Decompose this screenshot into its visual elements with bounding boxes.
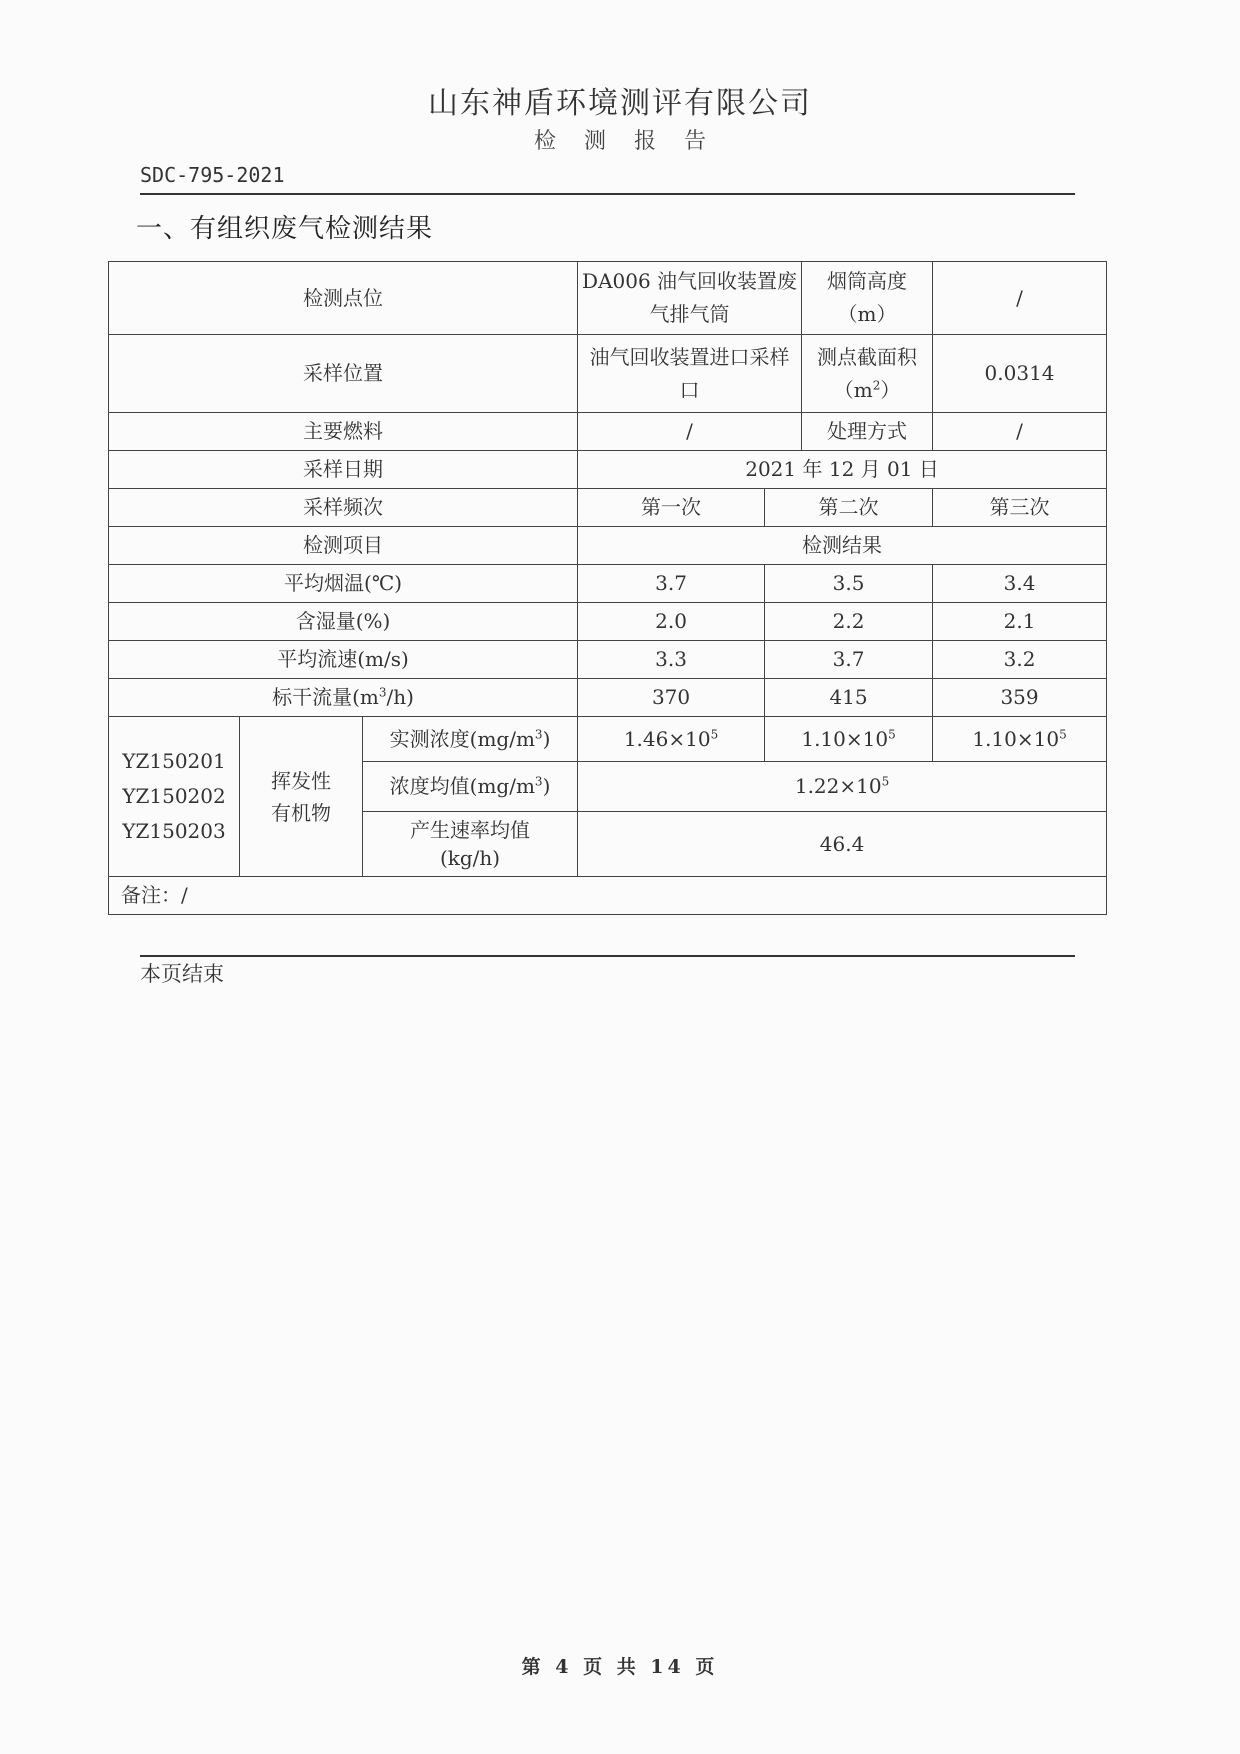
superscript: 2 <box>872 377 881 392</box>
label-text: ) <box>542 774 551 798</box>
results-table <box>108 261 1107 915</box>
label-text: /h) <box>386 685 414 709</box>
cell-label: 检测点位 <box>109 262 578 335</box>
cell-label: 平均烟温(℃) <box>109 565 578 603</box>
cell-value: 第一次 <box>578 489 765 527</box>
cell-value: 46.4 <box>578 812 1107 877</box>
cell-label: 处理方式 <box>802 413 933 451</box>
report-subtitle: 检测报告 <box>533 129 734 154</box>
cell-label: 采样频次 <box>109 489 578 527</box>
superscript: 3 <box>534 726 543 741</box>
company-name: 山东神盾环境测评有限公司 <box>428 86 812 121</box>
cell-label: 含湿量(%) <box>109 603 578 641</box>
cell-value: 3.3 <box>578 641 765 679</box>
cell-value: 2021 年 12 月 01 日 <box>578 451 1107 489</box>
cell-value: DA006 油气回收装置废气排气筒 <box>578 262 802 335</box>
remarks-cell: 备注：/ <box>109 877 1107 915</box>
table-row <box>109 262 1107 335</box>
table-row <box>109 413 1107 451</box>
cell-value <box>578 717 765 762</box>
end-of-page-note: 本页结束 <box>140 962 224 986</box>
value-text: 1.10×10 <box>972 726 1060 751</box>
superscript: 5 <box>710 726 719 741</box>
superscript: 5 <box>1059 726 1067 741</box>
cell-value: 3.2 <box>933 641 1107 679</box>
label-text: 测点截面积（m <box>817 344 918 402</box>
cell-value <box>765 717 933 762</box>
table-row <box>109 679 1107 717</box>
voc-name-cell: 挥发性有机物 <box>240 717 363 877</box>
cell-label: 检测项目 <box>109 527 578 565</box>
cell-value: 359 <box>933 679 1107 717</box>
table-row <box>109 603 1107 641</box>
table-row <box>109 717 1107 762</box>
cell-value: 3.7 <box>578 565 765 603</box>
superscript: 3 <box>378 685 387 700</box>
cell-value: 3.5 <box>765 565 933 603</box>
table-row <box>109 565 1107 603</box>
label-text: 标干流量(m <box>272 685 379 709</box>
cell-value: 370 <box>578 679 765 717</box>
end-rule <box>140 955 1075 957</box>
cell-value: / <box>578 413 802 451</box>
cell-label: 采样日期 <box>109 451 578 489</box>
cell-value <box>578 762 1107 812</box>
label-text: 产生速率均值 <box>410 818 531 842</box>
document-number: SDC-795-2021 <box>140 163 285 187</box>
label-text: ) <box>542 726 551 751</box>
cell-value: 2.0 <box>578 603 765 641</box>
cell-label <box>363 762 578 812</box>
value-text: 1.46×10 <box>623 726 711 751</box>
table-row <box>109 451 1107 489</box>
header-rule <box>140 193 1075 195</box>
sample-code: YZ150203 <box>122 819 226 843</box>
sample-code: YZ150201 <box>122 749 226 773</box>
cell-value: 2.2 <box>765 603 933 641</box>
cell-value: 0.0314 <box>933 335 1107 413</box>
table-row <box>109 335 1107 413</box>
cell-label: 主要燃料 <box>109 413 578 451</box>
cell-label: 烟筒高度（m） <box>802 262 933 335</box>
cell-value: / <box>933 413 1107 451</box>
cell-label: 平均流速(m/s) <box>109 641 578 679</box>
label-text: 浓度均值(mg/m <box>389 774 535 798</box>
cell-value <box>933 717 1107 762</box>
cell-value: 3.4 <box>933 565 1107 603</box>
voc-codes-cell <box>109 717 240 877</box>
cell-label <box>363 717 578 762</box>
cell-value: / <box>933 262 1107 335</box>
cell-value: 油气回收装置进口采样口 <box>578 335 802 413</box>
cell-value: 3.7 <box>765 641 933 679</box>
table-row <box>109 641 1107 679</box>
cell-value: 第三次 <box>933 489 1107 527</box>
cell-value: 2.1 <box>933 603 1107 641</box>
value-text: 1.22×10 <box>794 774 882 798</box>
label-text: (kg/h) <box>439 846 501 870</box>
sample-code: YZ150202 <box>122 784 226 808</box>
cell-value: 检测结果 <box>578 527 1107 565</box>
cell-label <box>363 812 578 877</box>
superscript: 5 <box>888 726 896 741</box>
superscript: 3 <box>534 774 543 789</box>
table-row <box>109 877 1107 915</box>
superscript: 5 <box>881 774 890 789</box>
value-text: 1.10×10 <box>801 726 889 751</box>
cell-label <box>802 335 933 413</box>
table-row <box>109 489 1107 527</box>
section-title: 一、有组织废气检测结果 <box>136 214 434 244</box>
cell-label <box>109 679 578 717</box>
cell-value: 415 <box>765 679 933 717</box>
cell-value: 第二次 <box>765 489 933 527</box>
label-text: 实测浓度(mg/m <box>389 726 535 751</box>
label-text: ） <box>880 377 901 402</box>
table-row <box>109 527 1107 565</box>
page-footer: 第 4 页 共 14 页 <box>521 1656 719 1678</box>
cell-label: 采样位置 <box>109 335 578 413</box>
